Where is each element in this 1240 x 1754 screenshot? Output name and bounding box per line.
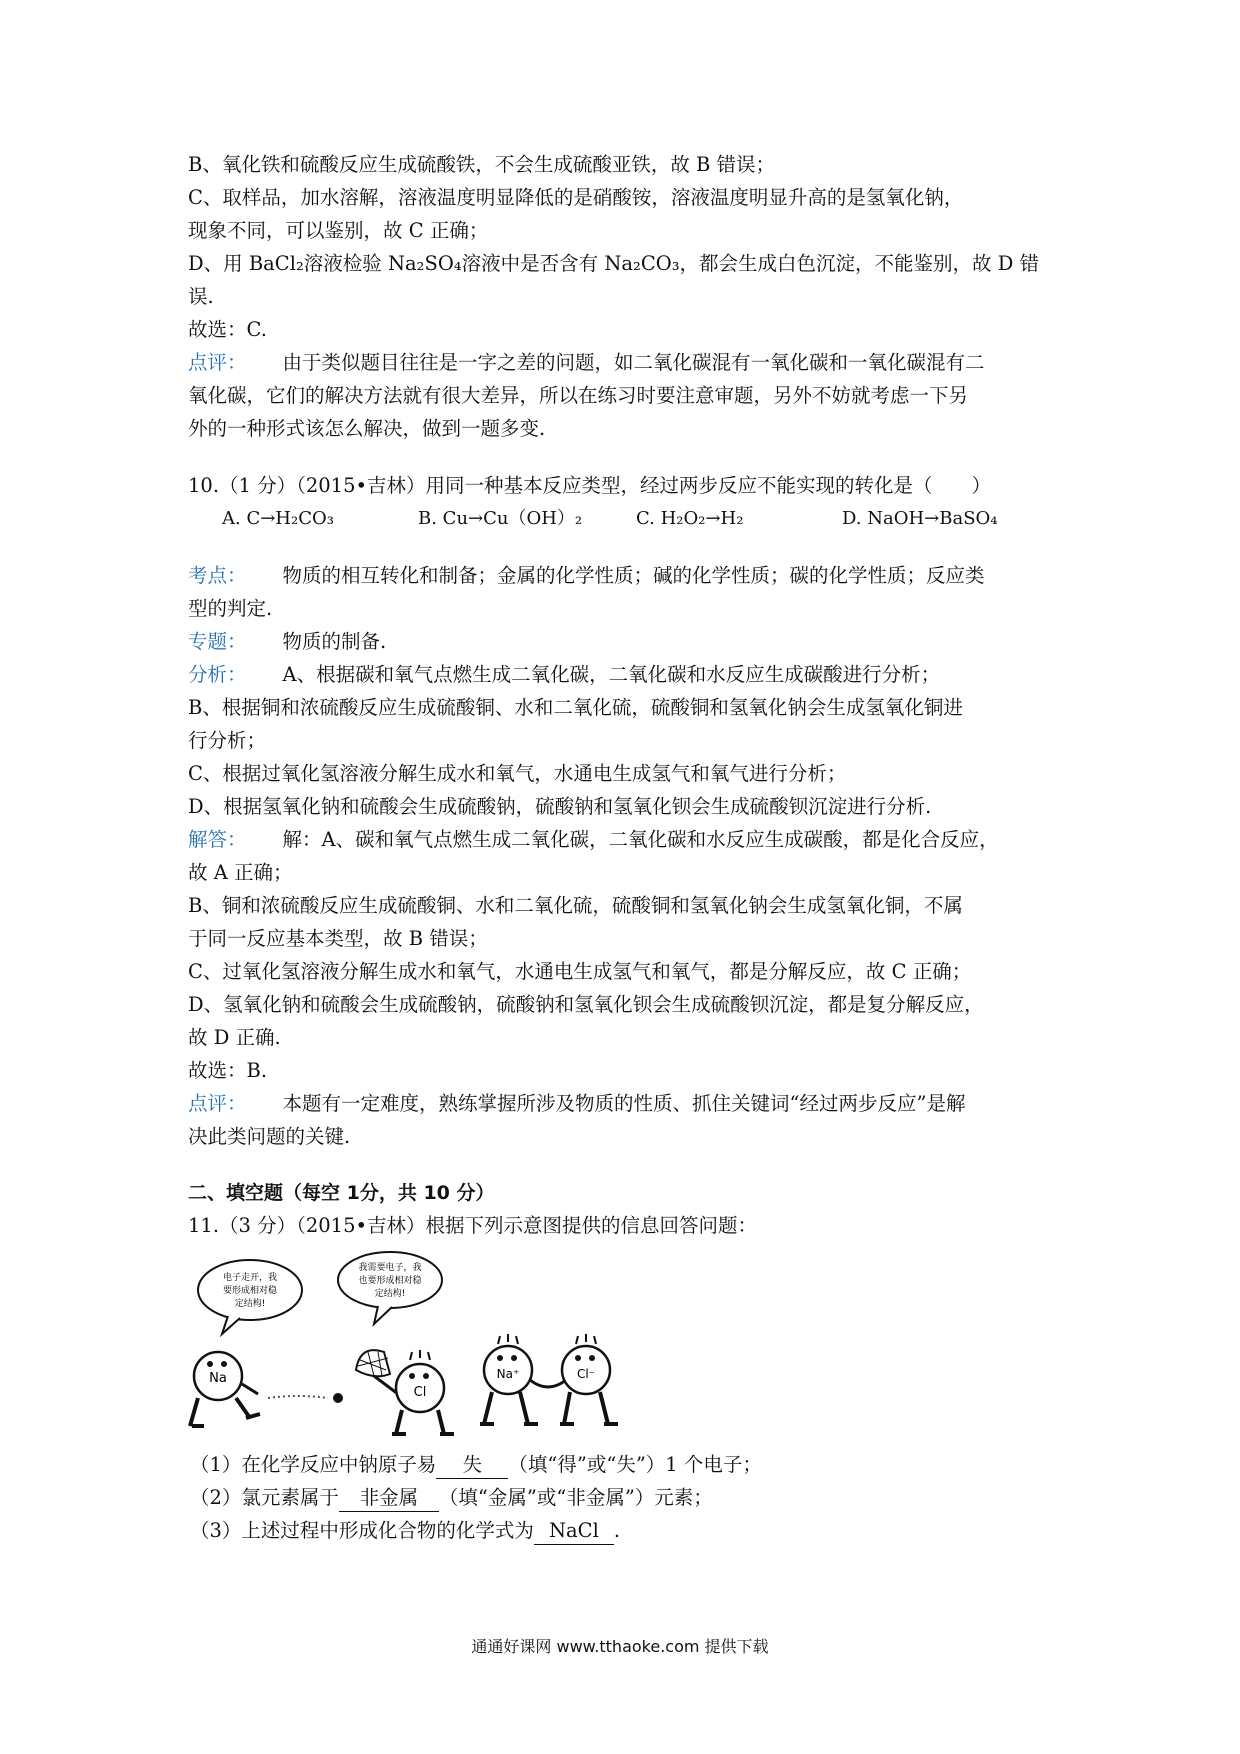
- part3-answer-blank: NaCl: [534, 1518, 614, 1545]
- prev-review-line1: [188, 346, 1064, 379]
- bubble1-line3: 定结构!: [234, 1299, 266, 1309]
- fenxi-line2: B、根据铜和浓硫酸反应生成硫酸铜、水和二氧化硫，硫酸铜和氢氧化钠会生成氢氧化铜进: [188, 696, 963, 719]
- fenxi-line5: D、根据氢氧化钠和硫酸会生成硫酸钠，硫酸钠和氢氧化钡会生成硫酸钡沉淀进行分析.: [188, 795, 932, 818]
- option-d: D. NaOH→BaSO₄: [842, 508, 998, 529]
- bubble2-line2: 也要形成相对稳: [358, 1276, 422, 1286]
- fenxi-text: A、根据碳和氧气点燃生成二氧化碳，二氧化碳和水反应生成碳酸进行分析；: [282, 663, 941, 686]
- jieda-text: 解：A、碳和氧气点燃生成二氧化碳，二氧化碳和水反应生成碳酸，都是化合反应，: [282, 828, 999, 851]
- zhuanti-line: [188, 625, 1064, 658]
- bubble1-line1: 电子走开，我: [222, 1273, 278, 1283]
- review-label: 点评：: [188, 1092, 247, 1115]
- document-body: [188, 148, 1064, 1547]
- part1-answer-blank: 失: [436, 1452, 508, 1479]
- fenxi-line1: [188, 658, 1064, 691]
- q10-review-line1: [188, 1087, 1064, 1120]
- review-text: 本题有一定难度，熟练掌握所涉及物质的性质、抓住关键词“经过两步反应”是解: [282, 1092, 966, 1115]
- jieda-line6: D、氢氧化钠和硫酸会生成硫酸钠，硫酸钠和氢氧化钡会生成硫酸钡沉淀，都是复分解反应，: [188, 993, 984, 1016]
- option-b: B. Cu→Cu（OH）₂: [418, 508, 583, 529]
- kaodian-line2: 型的判定.: [188, 597, 273, 620]
- q11-part1: [188, 1448, 1064, 1481]
- q11-part3: [188, 1514, 1064, 1547]
- sodium-atom-figure: [190, 1352, 260, 1426]
- sodium-ion-figure: [480, 1334, 538, 1424]
- part2-answer-blank: 非金属: [339, 1485, 439, 1512]
- prev-option-d-line1: D、用 BaCl₂溶液检验 Na₂SO₄溶液中是否含有 Na₂CO₃，都会生成白色沉淀，不能鉴别，故 D 错: [188, 252, 1040, 275]
- jieda-line4: 于同一反应基本类型，故 B 错误；: [188, 927, 488, 950]
- jieda-line1: [188, 823, 1064, 856]
- fenxi-line4: C、根据过氧化氢溶液分解生成水和氧气，水通电生成氢气和氧气进行分析；: [188, 762, 847, 785]
- part2-prefix: （2）氯元素属于: [190, 1486, 339, 1509]
- fenxi-line3: 行分析；: [188, 729, 267, 752]
- option-c: C. H₂O₂→H₂: [636, 508, 744, 529]
- jieda-label: 解答：: [188, 828, 247, 851]
- atom-cl-label: Cl: [413, 1385, 427, 1400]
- prev-option-c-line2: 现象不同，可以鉴别，故 C 正确；: [188, 219, 489, 242]
- ion-cl-label: Cl⁻: [576, 1367, 596, 1381]
- fenxi-label: 分析：: [188, 663, 247, 686]
- electron-trail: [268, 1396, 328, 1398]
- zhuanti-label: 专题：: [188, 630, 247, 653]
- part1-suffix: （填“得”或“失”）1 个电子；: [508, 1453, 762, 1476]
- section-heading: 二、填空题（每空 1分，共 10 分）: [188, 1182, 495, 1204]
- prev-review-line3: 外的一种形式该怎么解决，做到一题多变.: [188, 417, 546, 440]
- prev-choice: 故选：C.: [188, 318, 267, 341]
- illustration-svg: [188, 1248, 648, 1444]
- prev-option-c-line1: C、取样品，加水溶解，溶液温度明显降低的是硝酸铵，溶液温度明显升高的是氢氧化钠，: [188, 186, 964, 209]
- jieda-line5: C、过氧化氢溶液分解生成水和氧气，水通电生成氢气和氧气，都是分解反应，故 C 正确；: [188, 960, 972, 983]
- option-a: A. C→H₂CO₃: [222, 508, 334, 529]
- prev-option-b: B、氧化铁和硫酸反应生成硫酸铁，不会生成硫酸亚铁，故 B 错误；: [188, 153, 776, 176]
- part1-prefix: （1）在化学反应中钠原子易: [190, 1453, 437, 1476]
- page-footer: 通通好课网 www.tthaoke.com 提供下载: [471, 1637, 769, 1656]
- bubble2-line3: 定结构!: [374, 1289, 406, 1299]
- holding-hands: [530, 1380, 566, 1387]
- q10-review-line2: 决此类问题的关键.: [188, 1125, 351, 1148]
- prev-option-d-line2: 误.: [188, 285, 214, 308]
- chlorine-atom-figure: [392, 1350, 454, 1434]
- jieda-line3: B、铜和浓硫酸反应生成硫酸铜、水和二氧化硫，硫酸铜和氢氧化钠会生成氢氧化铜，不属: [188, 894, 963, 917]
- review-label: 点评：: [188, 351, 247, 374]
- q10-choice: 故选：B.: [188, 1059, 268, 1082]
- jieda-line7: 故 D 正确.: [188, 1026, 281, 1049]
- zhuanti-text: 物质的制备.: [282, 630, 387, 653]
- chloride-ion-figure: [560, 1334, 618, 1424]
- bubble1-line2: 要形成相对稳: [222, 1286, 278, 1296]
- kaodian-text: 物质的相互转化和制备；金属的化学性质；碱的化学性质；碳的化学性质；反应类: [282, 564, 985, 587]
- part2-suffix: （填“金属”或“非金属”）元素；: [438, 1486, 713, 1509]
- q11-part2: [188, 1481, 1064, 1514]
- question-10-options: [188, 502, 1064, 535]
- jieda-line2: 故 A 正确；: [188, 861, 293, 884]
- part3-suffix: .: [613, 1519, 621, 1542]
- review-text: 由于类似题目往往是一字之差的问题，如二氧化碳混有一氧化碳和一氧化碳混有二: [282, 351, 985, 374]
- question-11-stem: 11.（3 分）（2015•吉林）根据下列示意图提供的信息回答问题：: [188, 1214, 757, 1237]
- part3-prefix: （3）上述过程中形成化合物的化学式为: [190, 1519, 534, 1542]
- question-10-stem: 10.（1 分）（2015•吉林）用同一种基本反应类型，经过两步反应不能实现的转化是（ ）: [188, 474, 991, 497]
- ion-na-label: Na⁺: [496, 1367, 520, 1381]
- kaodian-line1: [188, 559, 1064, 592]
- atom-na-label: Na: [209, 1371, 227, 1386]
- atom-illustration: [188, 1248, 1064, 1448]
- prev-review-line2: 氧化碳，它们的解决方法就有很大差异，所以在练习时要注意审题，另外不妨就考虑一下另: [188, 384, 969, 407]
- bubble2-line1: 我需要电子，我: [358, 1263, 422, 1273]
- kaodian-label: 考点：: [188, 564, 247, 587]
